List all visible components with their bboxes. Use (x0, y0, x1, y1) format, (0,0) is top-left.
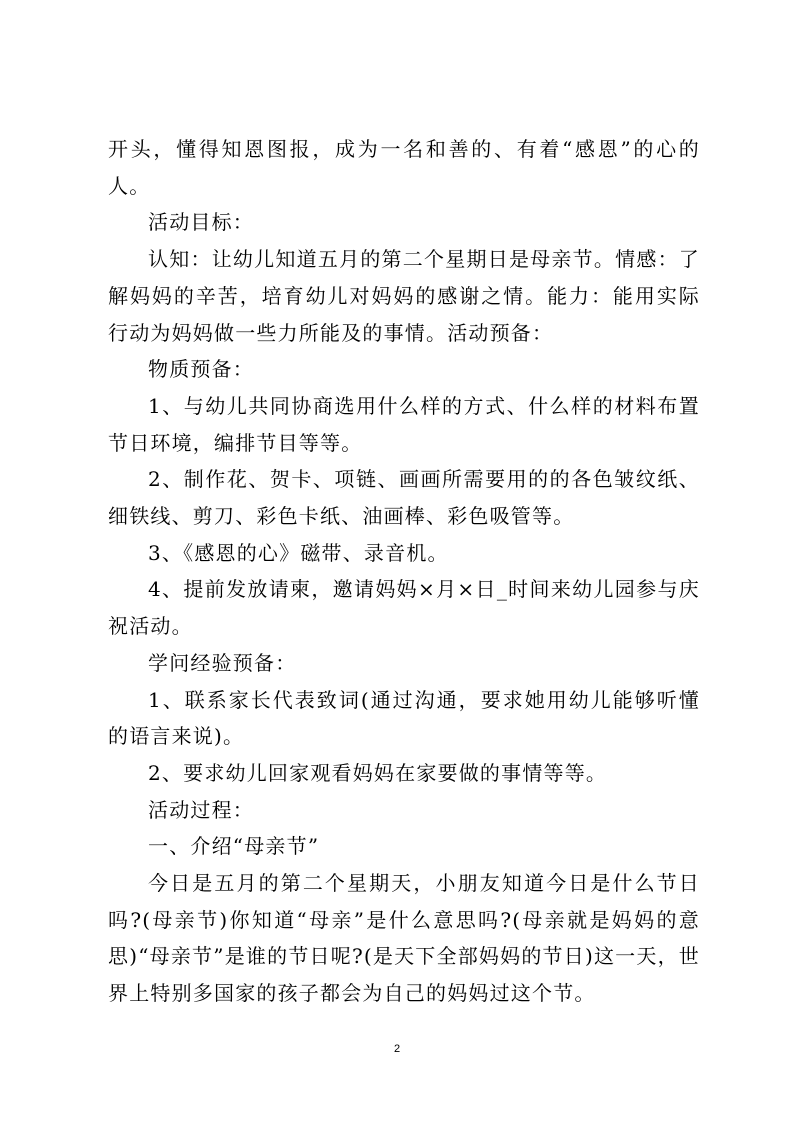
paragraph-goals: 认知：让幼儿知道五月的第二个星期日是母亲节。情感：了解妈妈的辛苦，培育幼儿对妈妈的感谢之情。能力：能用实际行动为妈妈做一些力所能及的事情。活动预备： (108, 247, 700, 345)
heading-knowledge-prep: 学问经验预备： (148, 650, 297, 675)
page-number: 2 (393, 1043, 401, 1055)
section-heading: 一、介绍“母亲节” (148, 834, 320, 859)
heading-material-prep: 物质预备： (148, 357, 254, 382)
list-item: 3、《感恩的心》磁带、录音机。 (148, 540, 449, 565)
list-item: 4、提前发放请柬，邀请妈妈×月×日_时间来幼儿园参与庆祝活动。 (108, 577, 700, 639)
list-item: 2、制作花、贺卡、项链、画画所需要用的的各色皱纹纸、细铁线、剪刀、彩色卡纸、油画棒、彩色吸管等。 (108, 467, 700, 529)
paragraph-continuation: 开头，懂得知恩图报，成为一名和善的、有着“感恩”的心的人。 (108, 137, 700, 198)
heading-activity-goals: 活动目标： (148, 210, 254, 235)
paragraph-intro: 今日是五月的第二个星期天，小朋友知道今日是什么节日吗?(母亲节)你知道“母亲”是什么意思吗?(母亲就是妈妈的意思)“母亲节”是谁的节日呢?(是天下全部妈妈的节日)这一天，世界上特别多国家的孩子都会为自己的妈妈过这个节。 (108, 871, 700, 1006)
list-item: 1、与幼儿共同协商选用什么样的方式、什么样的材料布置节日环境，编排节目等等。 (108, 393, 700, 455)
list-item: 2、要求幼儿回家观看妈妈在家要做的事情等等。 (148, 760, 608, 785)
list-item: 1、联系家长代表致词(通过沟通，要求她用幼儿能够听懂的语言来说)。 (108, 687, 700, 749)
heading-activity-process: 活动过程： (148, 797, 254, 822)
document-body (108, 131, 700, 1012)
